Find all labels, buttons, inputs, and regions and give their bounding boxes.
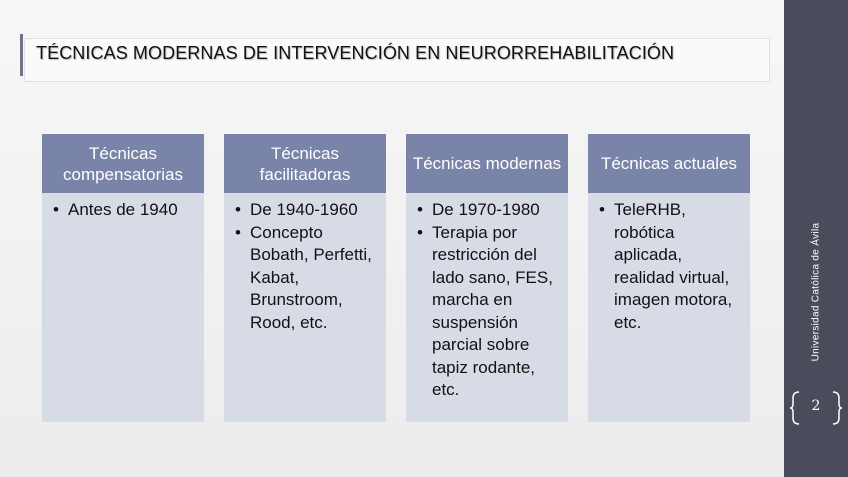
column-heading: Técnicas compensatorias: [42, 134, 204, 193]
slide-title: TÉCNICAS MODERNAS DE INTERVENCIÓN EN NEURORREHABILITACIÓN: [36, 43, 675, 63]
sidebar-university-name: Universidad Católica de Ávila: [810, 222, 822, 362]
column-body: [406, 193, 568, 422]
column-compensatorias: [42, 134, 204, 422]
column-body: [224, 193, 386, 422]
bullet-item: • De 1940-1960: [234, 199, 380, 222]
bullet-item: • Antes de 1940: [52, 199, 198, 222]
column-heading: Técnicas actuales: [588, 134, 750, 193]
column-body: [42, 193, 204, 422]
column-heading: Técnicas modernas: [406, 134, 568, 193]
page-number: 2: [811, 398, 821, 414]
bullet-item: • De 1970-1980: [416, 199, 562, 222]
column-actuales: [588, 134, 750, 422]
bullet-item: • Concepto Bobath, Perfetti, Kabat, Brunstroom, Rood, etc.: [234, 222, 380, 335]
column-heading: Técnicas facilitadoras: [224, 134, 386, 193]
column-facilitadoras: [224, 134, 386, 422]
column-body: [588, 193, 750, 422]
bullet-item: • Terapia por restricción del lado sano, FES, marcha en suspensión parcial sobre tapiz rodante, etc.: [416, 222, 562, 402]
column-modernas: [406, 134, 568, 422]
title-accent-bar: [20, 34, 23, 76]
bullet-item: • TeleRHB, robótica aplicada, realidad virtual, imagen motora, etc.: [598, 199, 744, 334]
